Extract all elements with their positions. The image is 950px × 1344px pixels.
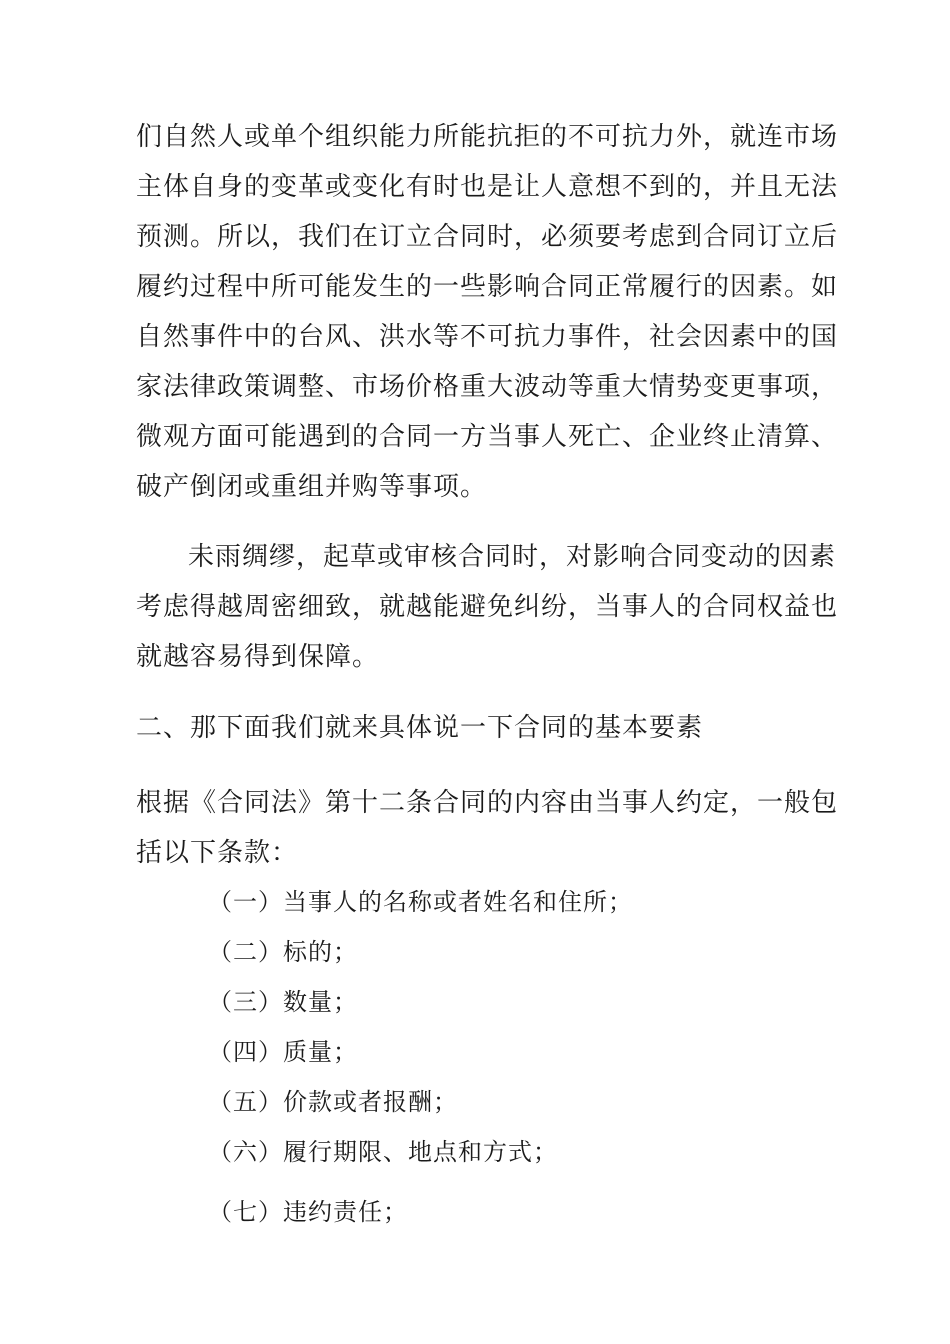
paragraph-line: 未雨绸缪，起草或审核合同时，对影响合同变动的因素	[188, 542, 837, 572]
paragraph-line: 家法律政策调整、市场价格重大波动等重大情势变更事项，	[136, 372, 839, 402]
paragraph-line: 微观方面可能遇到的合同一方当事人死亡、企业终止清算、	[136, 422, 839, 452]
list-item: （七）违约责任；	[208, 1198, 408, 1226]
list-item: （五）价款或者报酬；	[208, 1088, 458, 1116]
clause-list	[208, 877, 633, 1237]
list-item: （六）履行期限、地点和方式；	[208, 1138, 558, 1166]
list-item: （一）当事人的名称或者姓名和住所；	[208, 888, 633, 916]
list-item: （三）数量；	[208, 988, 358, 1016]
paragraph-line: 自然事件中的台风、洪水等不可抗力事件，社会因素中的国	[136, 322, 839, 352]
list-item: （四）质量；	[208, 1038, 358, 1066]
list-item: （二）标的；	[208, 938, 358, 966]
paragraph-line: 破产倒闭或重组并购等事项。	[136, 472, 488, 502]
paragraph-line: 考虑得越周密细致，就越能避免纠纷，当事人的合同权益也	[136, 592, 839, 622]
paragraph-line: 根据《合同法》第十二条合同的内容由当事人约定，一般包	[136, 788, 839, 818]
paragraph-line: 括以下条款：	[136, 838, 299, 868]
paragraph-line: 履约过程中所可能发生的一些影响合同正常履行的因素。如	[136, 272, 839, 302]
section-heading: 二、那下面我们就来具体说一下合同的基本要素	[136, 713, 704, 743]
paragraph-line: 预测。所以，我们在订立合同时，必须要考虑到合同订立后	[136, 222, 839, 252]
body-paragraph-force-majeure	[136, 112, 839, 512]
paragraph-line: 就越容易得到保障。	[136, 642, 380, 672]
body-paragraph-planning	[136, 532, 839, 682]
body-paragraph-contract-law	[136, 778, 839, 878]
paragraph-line: 们自然人或单个组织能力所能抗拒的不可抗力外，就连市场	[136, 122, 839, 152]
paragraph-line: 主体自身的变革或变化有时也是让人意想不到的，并且无法	[136, 172, 839, 202]
